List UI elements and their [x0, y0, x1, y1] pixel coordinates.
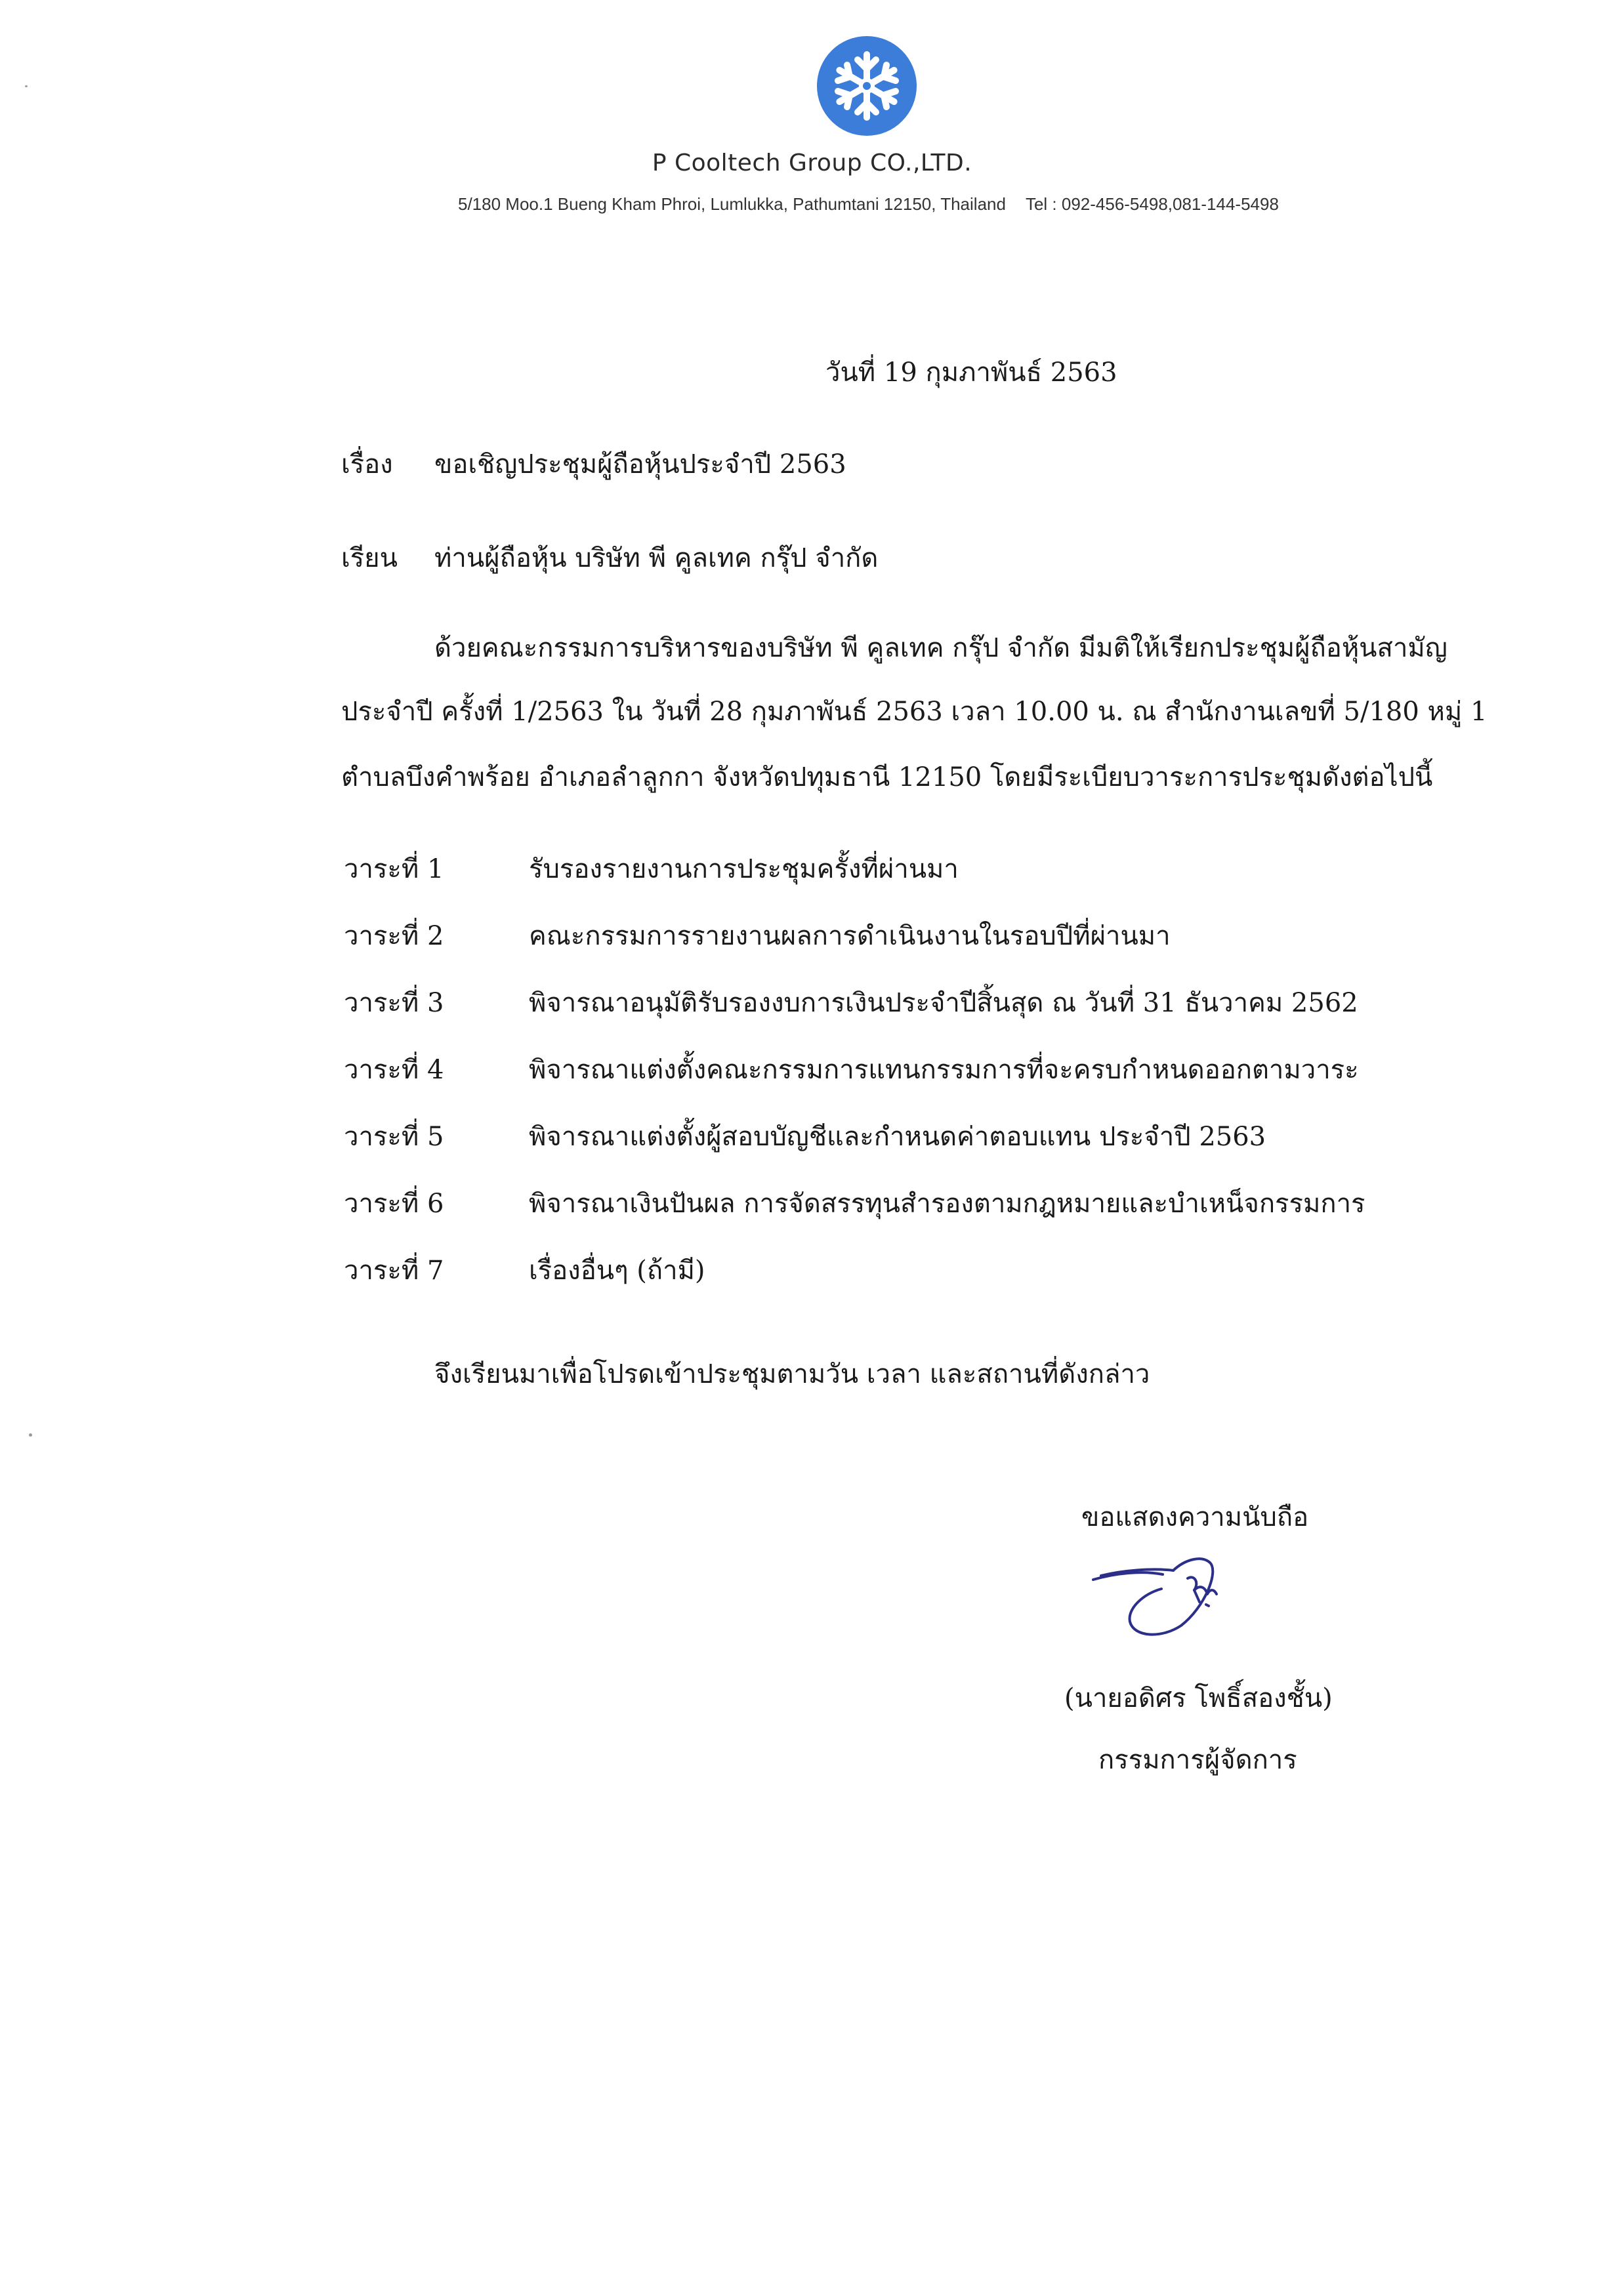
agenda-text: พิจารณาเงินปันผล การจัดสรรทุนสำรองตามกฎหมายและบำเหน็จกรรมการ	[529, 1189, 1365, 1219]
agenda-label: วาระที่ 1	[344, 854, 444, 884]
agenda-text: รับรองรายงานการประชุมครั้งที่ผ่านมา	[529, 854, 959, 884]
scan-speck	[29, 1433, 32, 1437]
agenda-label: วาระที่ 4	[344, 1055, 444, 1085]
snowflake-icon	[817, 36, 917, 136]
telephone-text: Tel : 092-456-5498,081-144-5498	[1025, 194, 1279, 214]
agenda-text: พิจารณาอนุมัติรับรองงบการเงินประจำปีสิ้นสุด ณ วันที่ 31 ธันวาคม 2562	[529, 988, 1358, 1018]
subject-label: เรื่อง	[341, 449, 393, 480]
recipient-label: เรียน	[341, 543, 398, 573]
agenda-text: พิจารณาแต่งตั้งคณะกรรมการแทนกรรมการที่จะครบกำหนดออกตามวาระ	[529, 1055, 1359, 1085]
signature-image	[1089, 1548, 1253, 1647]
signer-name: (นายอดิศร โพธิ์สองชั้น)	[1064, 1683, 1333, 1713]
body-line: ประจำปี ครั้งที่ 1/2563 ใน วันที่ 28 กุมภาพันธ์ 2563 เวลา 10.00 น. ณ สำนักงานเลขที่ 5/180 หมู่ 1	[341, 697, 1488, 727]
agenda-text: พิจารณาแต่งตั้งผู้สอบบัญชีและกำหนดค่าตอบแทน ประจำปี 2563	[529, 1122, 1266, 1152]
body-line: ด้วยคณะกรรมการบริหารของบริษัท พี คูลเทค กรุ๊ป จำกัด มีมติให้เรียกประชุมผู้ถือหุ้นสามัญ	[434, 633, 1447, 663]
scan-speck	[25, 85, 28, 87]
agenda-text: เรื่องอื่นๆ (ถ้ามี)	[529, 1256, 705, 1286]
agenda-label: วาระที่ 5	[344, 1122, 444, 1152]
signer-title: กรรมการผู้จัดการ	[1098, 1745, 1297, 1775]
agenda-label: วาระที่ 6	[344, 1189, 444, 1219]
address-text: 5/180 Moo.1 Bueng Kham Phroi, Lumlukka, Pathumtani 12150, Thailand	[458, 194, 1006, 214]
company-address	[458, 194, 1279, 215]
recipient-text: ท่านผู้ถือหุ้น บริษัท พี คูลเทค กรุ๊ป จำกัด	[434, 543, 879, 573]
agenda-label: วาระที่ 3	[344, 988, 444, 1018]
agenda-text: คณะกรรมการรายงานผลการดำเนินงานในรอบปีที่ผ่านมา	[529, 921, 1171, 951]
body-line: ตำบลบึงคำพร้อย อำเภอลำลูกกา จังหวัดปทุมธานี 12150 โดยมีระเบียบวาระการประชุมดังต่อไปนี้	[341, 762, 1433, 792]
regards-line: ขอแสดงความนับถือ	[1081, 1502, 1309, 1532]
subject-text: ขอเชิญประชุมผู้ถือหุ้นประจำปี 2563	[434, 449, 846, 480]
agenda-label: วาระที่ 7	[344, 1256, 444, 1286]
company-name: P Cooltech Group CO.,LTD.	[652, 150, 972, 176]
agenda-label: วาระที่ 2	[344, 921, 444, 951]
letter-date: วันที่ 19 กุมภาพันธ์ 2563	[825, 358, 1117, 388]
closing-line: จึงเรียนมาเพื่อโปรดเข้าประชุมตามวัน เวลา และสถานที่ดังกล่าว	[434, 1359, 1150, 1389]
